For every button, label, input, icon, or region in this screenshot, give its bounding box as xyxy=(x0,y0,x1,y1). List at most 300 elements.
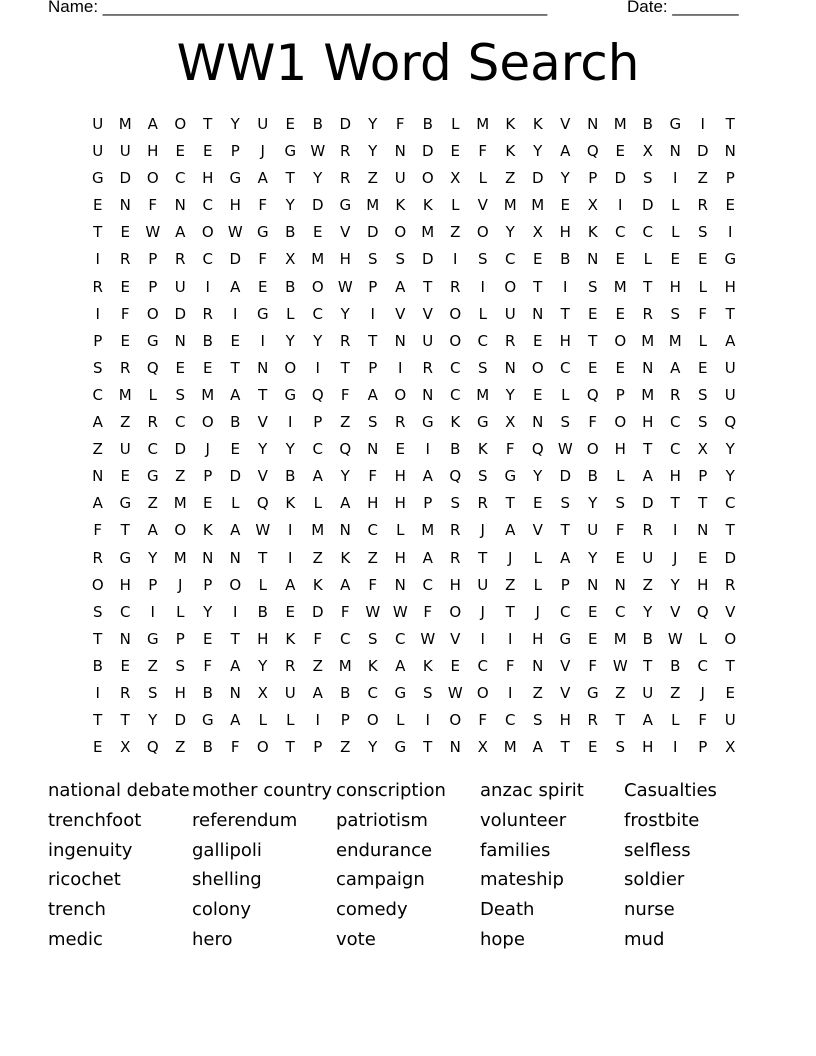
grid-letter: M xyxy=(641,385,655,404)
grid-letter: N xyxy=(202,548,214,567)
word-list-item: hero xyxy=(192,928,233,950)
grid-letter: R xyxy=(120,358,131,377)
grid-letter: E xyxy=(120,656,130,675)
grid-letter: H xyxy=(449,575,461,594)
grid-letter: Y xyxy=(725,467,735,486)
grid-letter: P xyxy=(175,629,185,648)
grid-letter: L xyxy=(286,711,295,730)
grid-letter: N xyxy=(449,738,461,757)
grid-letter: E xyxy=(203,494,213,513)
grid-row xyxy=(84,138,744,165)
grid-letter: P xyxy=(615,385,625,404)
grid-letter: P xyxy=(340,711,350,730)
grid-letter: F xyxy=(505,656,515,675)
grid-letter: L xyxy=(396,711,405,730)
grid-letter: N xyxy=(587,115,599,133)
grid-letter: H xyxy=(147,142,159,161)
grid-letter: N xyxy=(724,142,736,161)
grid-letter: Y xyxy=(368,738,378,757)
word-list-item: gallipoli xyxy=(192,839,262,861)
grid-letter: T xyxy=(698,494,708,513)
grid-letter: A xyxy=(670,358,681,377)
grid-letter: Z xyxy=(312,656,323,675)
grid-letter: A xyxy=(340,575,351,594)
grid-letter: M xyxy=(366,196,380,215)
grid-letter: C xyxy=(175,169,186,188)
grid-letter: M xyxy=(118,385,132,404)
grid-letter: B xyxy=(285,277,296,296)
grid-letter: G xyxy=(146,629,159,648)
grid-letter: D xyxy=(311,602,324,621)
grid-letter: H xyxy=(202,169,214,188)
grid-letter: G xyxy=(119,548,132,567)
grid-letter: F xyxy=(368,575,378,594)
grid-letter: S xyxy=(560,494,571,513)
grid-letter: T xyxy=(725,656,735,675)
grid-letter: L xyxy=(616,467,625,486)
grid-letter: T xyxy=(560,304,570,323)
grid-row xyxy=(84,707,744,734)
grid-letter: U xyxy=(257,115,269,133)
grid-letter: Y xyxy=(588,548,598,567)
grid-letter: H xyxy=(614,440,626,459)
grid-letter: E xyxy=(313,223,323,242)
grid-letter: C xyxy=(450,385,461,404)
word-list-item: anzac spirit xyxy=(480,780,584,801)
grid-letter: F xyxy=(588,656,598,675)
grid-letter: C xyxy=(312,304,323,323)
word-list xyxy=(48,776,768,955)
grid-letter: T xyxy=(560,738,570,757)
grid-letter: B xyxy=(560,250,571,269)
grid-letter: E xyxy=(93,196,103,215)
grid-letter: M xyxy=(613,629,627,648)
grid-letter: E xyxy=(450,656,460,675)
grid-letter: B xyxy=(642,115,653,133)
grid-letter: U xyxy=(642,548,654,567)
grid-letter: R xyxy=(477,494,488,513)
grid-letter: F xyxy=(258,250,268,269)
grid-letter: R xyxy=(642,304,653,323)
grid-letter: M xyxy=(201,385,215,404)
grid-letter: E xyxy=(588,304,598,323)
grid-letter: G xyxy=(476,413,489,432)
grid-letter: Q xyxy=(146,738,159,757)
grid-letter: T xyxy=(230,358,240,377)
grid-letter: O xyxy=(449,711,462,730)
grid-letter: W xyxy=(337,277,353,296)
grid-letter: E xyxy=(560,196,570,215)
grid-letter: N xyxy=(229,683,241,702)
grid-letter: J xyxy=(480,521,485,540)
grid-letter: Y xyxy=(203,602,213,621)
grid-letter: K xyxy=(532,115,543,133)
grid-letter: V xyxy=(560,683,571,702)
grid-letter: A xyxy=(560,142,571,161)
grid-letter: V xyxy=(257,413,268,432)
grid-letter: M xyxy=(173,494,187,513)
grid-letter: X xyxy=(120,738,131,757)
grid-letter: P xyxy=(313,413,323,432)
grid-letter: M xyxy=(311,250,325,269)
grid-letter: D xyxy=(174,711,187,730)
grid-letter: V xyxy=(340,223,351,242)
grid-letter: S xyxy=(367,629,378,648)
word-list-item: referendum xyxy=(192,809,298,831)
grid-letter: R xyxy=(120,250,131,269)
grid-letter: S xyxy=(367,250,378,269)
grid-letter: A xyxy=(340,494,351,513)
grid-letter: S xyxy=(477,358,488,377)
grid-letter: E xyxy=(203,358,213,377)
grid-letter: C xyxy=(92,385,103,404)
grid-letter: S xyxy=(697,223,708,242)
grid-letter: U xyxy=(394,169,406,188)
grid-letter: E xyxy=(698,548,708,567)
grid-letter: Q xyxy=(586,142,599,161)
grid-letter: F xyxy=(615,521,625,540)
grid-letter: I xyxy=(508,683,513,702)
grid-letter: C xyxy=(120,602,131,621)
grid-letter: R xyxy=(175,250,186,269)
grid-letter: T xyxy=(560,521,570,540)
grid-row xyxy=(84,165,744,192)
grid-letter: K xyxy=(505,115,516,133)
grid-letter: T xyxy=(670,494,680,513)
grid-letter: S xyxy=(587,277,598,296)
grid-row xyxy=(84,301,744,328)
grid-letter: X xyxy=(642,142,653,161)
grid-letter: E xyxy=(93,738,103,757)
grid-letter: I xyxy=(673,169,678,188)
grid-row xyxy=(84,246,744,273)
grid-letter: F xyxy=(230,738,240,757)
grid-letter: R xyxy=(340,142,351,161)
grid-letter: V xyxy=(450,629,461,648)
grid-letter: Y xyxy=(340,304,350,323)
grid-letter: B xyxy=(202,683,213,702)
grid-letter: L xyxy=(451,196,460,215)
grid-row xyxy=(84,111,744,138)
grid-letter: U xyxy=(119,440,131,459)
grid-letter: P xyxy=(725,169,735,188)
grid-letter: F xyxy=(478,142,488,161)
grid-letter: O xyxy=(476,683,489,702)
grid-letter: T xyxy=(120,521,130,540)
grid-row xyxy=(84,409,744,436)
grid-letter: B xyxy=(202,738,213,757)
grid-letter: N xyxy=(697,521,709,540)
grid-letter: S xyxy=(670,304,681,323)
grid-letter: R xyxy=(422,358,433,377)
grid-letter: C xyxy=(670,440,681,459)
grid-letter: W xyxy=(557,440,573,459)
grid-letter: H xyxy=(394,548,406,567)
grid-letter: D xyxy=(614,169,627,188)
grid-letter: R xyxy=(395,413,406,432)
grid-letter: E xyxy=(450,142,460,161)
grid-letter: E xyxy=(725,196,735,215)
grid-letter: I xyxy=(288,521,293,540)
grid-letter: L xyxy=(698,331,707,350)
grid-row xyxy=(84,517,744,544)
word-list-item: hope xyxy=(480,928,525,950)
grid-letter: E xyxy=(175,358,185,377)
grid-letter: P xyxy=(203,467,213,486)
grid-letter: Y xyxy=(285,440,295,459)
grid-row xyxy=(84,192,744,219)
grid-letter: N xyxy=(394,575,406,594)
grid-letter: T xyxy=(258,548,268,567)
grid-letter: S xyxy=(560,413,571,432)
grid-letter: J xyxy=(260,142,265,161)
grid-letter: Y xyxy=(368,142,378,161)
grid-letter: D xyxy=(311,196,324,215)
grid-letter: E xyxy=(588,738,598,757)
grid-letter: U xyxy=(724,385,736,404)
grid-letter: P xyxy=(230,142,240,161)
grid-letter: N xyxy=(119,629,131,648)
grid-letter: W xyxy=(310,142,326,161)
grid-letter: D xyxy=(421,142,434,161)
grid-letter: G xyxy=(394,738,407,757)
grid-letter: T xyxy=(93,629,103,648)
grid-letter: N xyxy=(119,196,131,215)
grid-letter: U xyxy=(642,683,654,702)
grid-letter: C xyxy=(395,629,406,648)
grid-letter: R xyxy=(450,521,461,540)
grid-letter: X xyxy=(450,169,461,188)
grid-letter: N xyxy=(394,142,406,161)
grid-letter: L xyxy=(478,304,487,323)
grid-letter: H xyxy=(119,575,131,594)
grid-letter: T xyxy=(93,223,103,242)
grid-row xyxy=(84,219,744,246)
grid-letter: A xyxy=(312,467,323,486)
grid-letter: D xyxy=(119,169,132,188)
grid-letter: Q xyxy=(696,602,709,621)
grid-letter: C xyxy=(367,521,378,540)
grid-letter: D xyxy=(366,223,379,242)
grid-letter: L xyxy=(533,575,542,594)
grid-letter: C xyxy=(175,413,186,432)
grid-letter: C xyxy=(615,602,626,621)
grid-letter: S xyxy=(615,494,626,513)
grid-letter: N xyxy=(257,358,269,377)
grid-letter: L xyxy=(671,711,680,730)
grid-letter: L xyxy=(478,169,487,188)
grid-letter: I xyxy=(150,602,155,621)
grid-letter: G xyxy=(146,331,159,350)
grid-letter: M xyxy=(503,738,517,757)
grid-letter: I xyxy=(288,548,293,567)
grid-letter: R xyxy=(120,683,131,702)
grid-letter: L xyxy=(286,304,295,323)
grid-letter: G xyxy=(504,467,517,486)
grid-letter: Y xyxy=(560,169,570,188)
grid-letter: P xyxy=(368,277,378,296)
grid-letter: K xyxy=(367,656,378,675)
grid-letter: W xyxy=(612,656,628,675)
grid-letter: G xyxy=(724,250,737,269)
word-list-item: conscription xyxy=(336,780,446,801)
grid-letter: Z xyxy=(670,683,681,702)
grid-letter: R xyxy=(587,711,598,730)
grid-letter: Y xyxy=(533,142,543,161)
grid-letter: Z xyxy=(367,548,378,567)
grid-letter: O xyxy=(449,602,462,621)
grid-letter: L xyxy=(698,277,707,296)
grid-letter: P xyxy=(560,575,570,594)
grid-letter: K xyxy=(422,656,433,675)
grid-letter: G xyxy=(146,467,159,486)
grid-letter: L xyxy=(671,223,680,242)
grid-letter: A xyxy=(642,711,653,730)
grid-letter: H xyxy=(697,575,709,594)
grid-letter: B xyxy=(257,602,268,621)
grid-letter: R xyxy=(202,304,213,323)
grid-letter: H xyxy=(394,467,406,486)
grid-letter: O xyxy=(201,223,214,242)
grid-letter: X xyxy=(532,223,543,242)
grid-letter: B xyxy=(587,467,598,486)
grid-letter: D xyxy=(174,304,187,323)
grid-letter: P xyxy=(698,467,708,486)
grid-letter: Y xyxy=(505,385,515,404)
grid-letter: E xyxy=(698,250,708,269)
grid-letter: V xyxy=(560,115,571,133)
grid-letter: F xyxy=(698,711,708,730)
grid-letter: P xyxy=(148,250,158,269)
grid-letter: O xyxy=(724,629,737,648)
grid-letter: M xyxy=(476,385,490,404)
grid-letter: T xyxy=(120,711,130,730)
grid-letter: H xyxy=(339,250,351,269)
grid-letter: C xyxy=(615,223,626,242)
grid-row xyxy=(84,626,744,653)
grid-row xyxy=(84,599,744,626)
grid-letter: L xyxy=(533,548,542,567)
grid-letter: N xyxy=(587,575,599,594)
grid-letter: M xyxy=(613,115,627,133)
grid-letter: A xyxy=(230,711,241,730)
grid-letter: D xyxy=(559,467,572,486)
grid-letter: A xyxy=(560,548,571,567)
grid-letter: I xyxy=(673,521,678,540)
grid-letter: E xyxy=(670,250,680,269)
grid-letter: O xyxy=(311,277,324,296)
grid-letter: M xyxy=(531,196,545,215)
grid-letter: T xyxy=(505,494,515,513)
grid-letter: T xyxy=(725,115,735,133)
grid-letter: E xyxy=(588,602,598,621)
grid-letter: C xyxy=(477,331,488,350)
grid-letter: G xyxy=(339,196,352,215)
grid-letter: F xyxy=(505,440,515,459)
grid-letter: P xyxy=(203,575,213,594)
grid-letter: N xyxy=(174,196,186,215)
grid-letter: M xyxy=(118,115,132,133)
grid-letter: E xyxy=(203,142,213,161)
grid-letter: F xyxy=(698,304,708,323)
grid-letter: M xyxy=(641,331,655,350)
grid-letter: K xyxy=(450,413,461,432)
grid-letter: T xyxy=(643,656,653,675)
grid-letter: Y xyxy=(148,548,158,567)
grid-letter: N xyxy=(669,142,681,161)
grid-letter: N xyxy=(367,440,379,459)
grid-letter: N xyxy=(614,575,626,594)
grid-letter: O xyxy=(394,223,407,242)
grid-letter: I xyxy=(95,683,100,702)
grid-letter: V xyxy=(532,521,543,540)
grid-letter: T xyxy=(725,304,735,323)
grid-letter: F xyxy=(203,656,213,675)
grid-letter: C xyxy=(642,223,653,242)
grid-letter: P xyxy=(148,277,158,296)
grid-letter: Z xyxy=(312,548,323,567)
grid-letter: E xyxy=(120,223,130,242)
grid-letter: I xyxy=(95,250,100,269)
word-list-item: mud xyxy=(624,928,665,950)
grid-letter: D xyxy=(174,440,187,459)
grid-letter: D xyxy=(724,548,737,567)
grid-letter: H xyxy=(367,494,379,513)
grid-letter: L xyxy=(671,196,680,215)
grid-letter: A xyxy=(505,521,516,540)
grid-letter: S xyxy=(147,683,158,702)
grid-letter: T xyxy=(93,711,103,730)
grid-letter: D xyxy=(641,196,654,215)
grid-letter: K xyxy=(477,440,488,459)
grid-letter: V xyxy=(477,196,488,215)
grid-letter: L xyxy=(176,602,185,621)
grid-letter: O xyxy=(421,169,434,188)
grid-letter: N xyxy=(587,250,599,269)
grid-letter: Z xyxy=(615,683,626,702)
grid-letter: Y xyxy=(258,440,268,459)
grid-letter: A xyxy=(312,683,323,702)
grid-letter: V xyxy=(422,304,433,323)
grid-letter: T xyxy=(478,548,488,567)
grid-letter: C xyxy=(367,683,378,702)
grid-letter: B xyxy=(340,683,351,702)
grid-letter: D xyxy=(696,142,709,161)
grid-letter: L xyxy=(643,250,652,269)
grid-letter: A xyxy=(725,331,736,350)
grid-letter: T xyxy=(423,738,433,757)
grid-letter: X xyxy=(505,413,516,432)
grid-letter: B xyxy=(202,331,213,350)
grid-letter: E xyxy=(588,358,598,377)
grid-letter: N xyxy=(504,358,516,377)
name-line: Name: _______________________________________________ xyxy=(48,0,548,16)
grid-letter: V xyxy=(560,656,571,675)
grid-letter: L xyxy=(561,385,570,404)
grid-letter: H xyxy=(229,196,241,215)
grid-letter: O xyxy=(146,169,159,188)
grid-letter: Z xyxy=(450,223,461,242)
grid-letter: Y xyxy=(230,115,240,133)
grid-letter: E xyxy=(698,358,708,377)
grid-letter: H xyxy=(669,467,681,486)
grid-letter: I xyxy=(315,358,320,377)
grid-letter: E xyxy=(615,304,625,323)
grid-letter: X xyxy=(587,196,598,215)
grid-letter: Y xyxy=(588,494,598,513)
grid-letter: H xyxy=(174,683,186,702)
grid-letter: A xyxy=(395,656,406,675)
